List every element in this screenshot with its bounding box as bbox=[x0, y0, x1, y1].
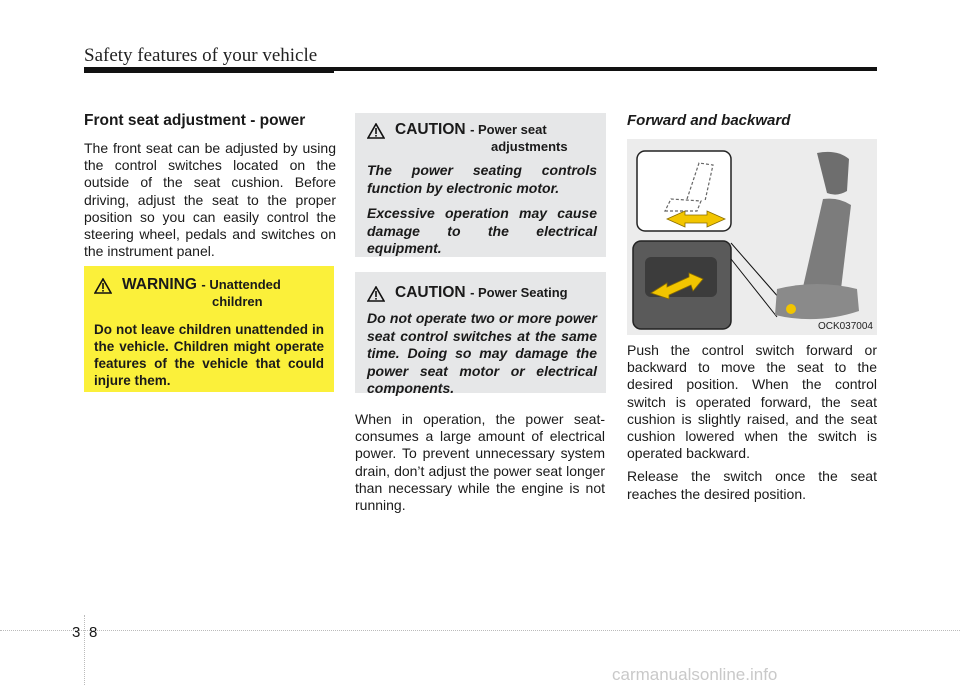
warning-triangle-icon bbox=[94, 278, 112, 294]
forward-text-1: Push the control switch forward or backward to move the seat to the desired position. When the control switch is operated forward, the seat cushion is slightly raised, and the seat cushion lowered when the switch is operated backward. bbox=[627, 342, 877, 462]
page-number: 8 bbox=[89, 624, 98, 641]
footer-rule bbox=[0, 630, 960, 631]
chapter-number: 3 bbox=[72, 624, 81, 641]
caution-subtitle: - Power Seating bbox=[470, 285, 568, 300]
warning-box bbox=[84, 266, 334, 392]
caution-box-power-seating bbox=[355, 272, 606, 396]
caution-triangle-icon bbox=[367, 286, 385, 302]
caution-box-power-seat-adjustments bbox=[355, 113, 606, 257]
seat-illustration bbox=[627, 139, 877, 335]
operation-text: When in operation, the power seat-consumes a large amount of electrical power. To prevent unnecessary system drain, don’t adjust the power seat longer than necessary while the engine is not running. bbox=[355, 411, 605, 514]
warning-subtitle-2: children bbox=[212, 294, 263, 309]
caution-triangle-icon bbox=[367, 123, 385, 139]
seat-figure bbox=[627, 139, 877, 335]
footer-divider bbox=[84, 615, 85, 685]
operation-note bbox=[355, 411, 605, 520]
forward-text-2: Release the switch once the seat reaches the desired position. bbox=[627, 468, 877, 502]
column-left bbox=[84, 112, 336, 266]
caution-subtitle-2: adjustments bbox=[491, 139, 568, 154]
page-header-title: Safety features of your vehicle bbox=[84, 45, 318, 66]
caution-text: Do not operate two or more power seat control switches at the same time. Doing so may damage the power seat motor or electrical components. bbox=[367, 310, 597, 396]
section-heading: Front seat adjustment - power bbox=[84, 112, 306, 129]
caution-subtitle-1: - Power seat bbox=[470, 122, 547, 137]
forward-backward-text bbox=[627, 342, 877, 509]
watermark: carmanualsonline.info bbox=[612, 665, 778, 684]
figure-code: OCK037004 bbox=[817, 321, 873, 332]
column-right bbox=[627, 112, 877, 129]
caution-text-1: The power seating controls function by electronic motor. bbox=[367, 162, 597, 196]
warning-text: Do not leave children unattended in the vehicle. Children might operate features of the vehicle that could injure them. bbox=[94, 322, 324, 388]
caution-label: CAUTION bbox=[395, 121, 466, 138]
forward-backward-heading: Forward and backward bbox=[627, 112, 791, 129]
warning-label: WARNING bbox=[122, 276, 197, 293]
warning-subtitle-1: - Unattended bbox=[201, 277, 281, 292]
header-rule-accent bbox=[84, 68, 334, 73]
caution-label: CAUTION bbox=[395, 284, 466, 301]
caution-text-2: Excessive operation may cause damage to the electrical equipment. bbox=[367, 205, 597, 256]
section-body: The front seat can be adjusted by using the control switches located on the outside of the seat cushion. Before driving, adjust the seat to the proper position so you can easily control the steering wheel, pedals and switches on the instrument panel. bbox=[84, 140, 336, 260]
